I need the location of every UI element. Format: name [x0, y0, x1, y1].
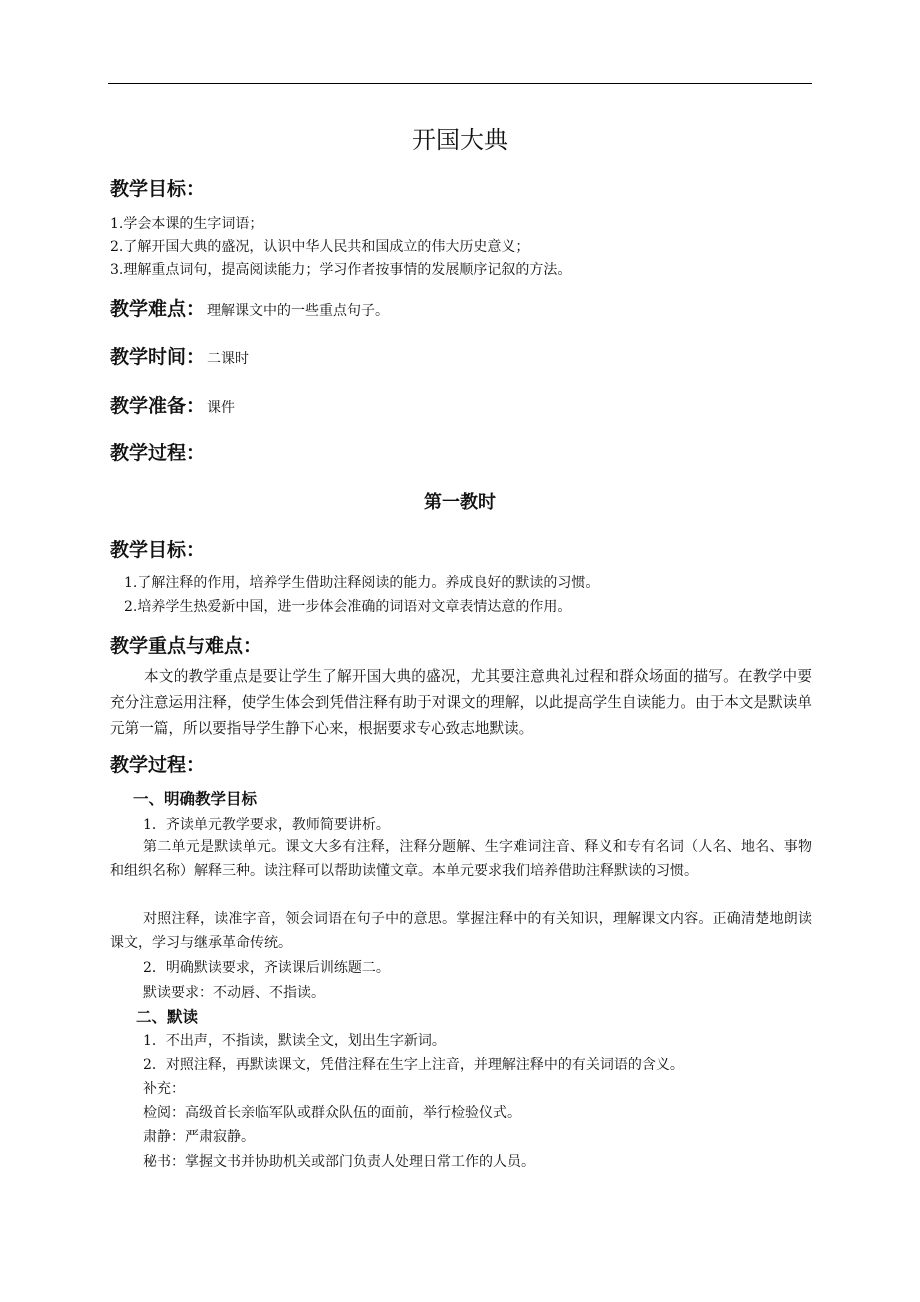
time-value: 二课时	[207, 351, 250, 367]
header-rule	[108, 83, 812, 84]
time-label: 教学时间：	[110, 346, 206, 368]
section2-title: 二、默读	[136, 1008, 199, 1026]
difficulty-row	[110, 294, 389, 321]
process-heading: 教学过程：	[110, 442, 206, 464]
section2-item-2: 2．对照注释，再默读课文，凭借注释在生字上注音，并理解注释中的有关词语的含义。	[143, 1057, 684, 1073]
section1-paragraph-1: 第二单元是默读单元。课文大多有注释，注释分题解、生字难词注音、释义和专有名词（人名、地名、事物和组织名称）解释三种。读注释可以帮助读懂文章。本单元要求我们培养借助注释默读的习惯。	[110, 839, 812, 879]
lesson1-title: 第一教时	[424, 492, 496, 513]
section1-item-1: 1．齐读单元教学要求，教师简要讲析。	[143, 817, 390, 833]
lesson1-goals-heading: 教学目标：	[110, 539, 206, 561]
definition-item: 肃静：严肃寂静。	[143, 1129, 255, 1145]
prep-value: 课件	[207, 400, 236, 416]
key-paragraph: 本文的教学重点是要让学生了解开国大典的盛况，尤其要注意典礼过程和群众场面的描写。在教学中要充分注意运用注释，使学生体会到凭借注释有助于对课文的理解，以此提高学生自读能力。由于本文是默读单元第一篇，所以要指导学生静下心来，根据要求专心致志地默读。	[110, 668, 812, 737]
time-row	[110, 342, 249, 369]
goals-heading: 教学目标：	[110, 178, 206, 200]
section1-item-2: 2．明确默读要求，齐读课后训练题二。	[143, 960, 390, 976]
prep-label: 教学准备：	[110, 395, 206, 417]
definition-item: 秘书：掌握文书并协助机关或部门负责人处理日常工作的人员。	[143, 1154, 535, 1170]
definition-item: 检阅：高级首长亲临军队或群众队伍的面前，举行检验仪式。	[143, 1105, 521, 1121]
goal-item-2: 2.了解开国大典的盛况，认识中华人民共和国成立的伟大历史意义；	[110, 239, 530, 255]
lesson1-process-heading: 教学过程：	[110, 754, 206, 776]
silent-reading-requirement: 默读要求：不动唇、不指读。	[143, 985, 325, 1001]
lesson1-goal-2: 2.培养学生热爱新中国，进一步体会准确的词语对文章表情达意的作用。	[124, 599, 572, 615]
difficulty-value: 理解课文中的一些重点句子。	[207, 303, 390, 319]
document-title: 开国大典	[412, 126, 508, 154]
difficulty-label: 教学难点：	[110, 298, 206, 320]
prep-row	[110, 391, 235, 418]
section1-title: 一、明确教学目标	[133, 790, 258, 808]
goal-item-3: 3.理解重点词句，提高阅读能力；学习作者按事情的发展顺序记叙的方法。	[110, 262, 572, 278]
section1-paragraph-2: 对照注释，读准字音，领会词语在句子中的意思。掌握注释中的有关知识，理解课文内容。正确清楚地朗读课文，学习与继承革命传统。	[110, 911, 812, 951]
key-heading: 教学重点与难点：	[110, 635, 263, 657]
goal-item-1: 1.学会本课的生字词语；	[110, 216, 264, 232]
lesson1-goal-1: 1.了解注释的作用，培养学生借助注释阅读的能力。养成良好的默读的习惯。	[124, 575, 600, 591]
supplement-label: 补充：	[143, 1081, 185, 1097]
section2-item-1: 1．不出声，不指读，默读全文，划出生字新词。	[143, 1033, 446, 1049]
